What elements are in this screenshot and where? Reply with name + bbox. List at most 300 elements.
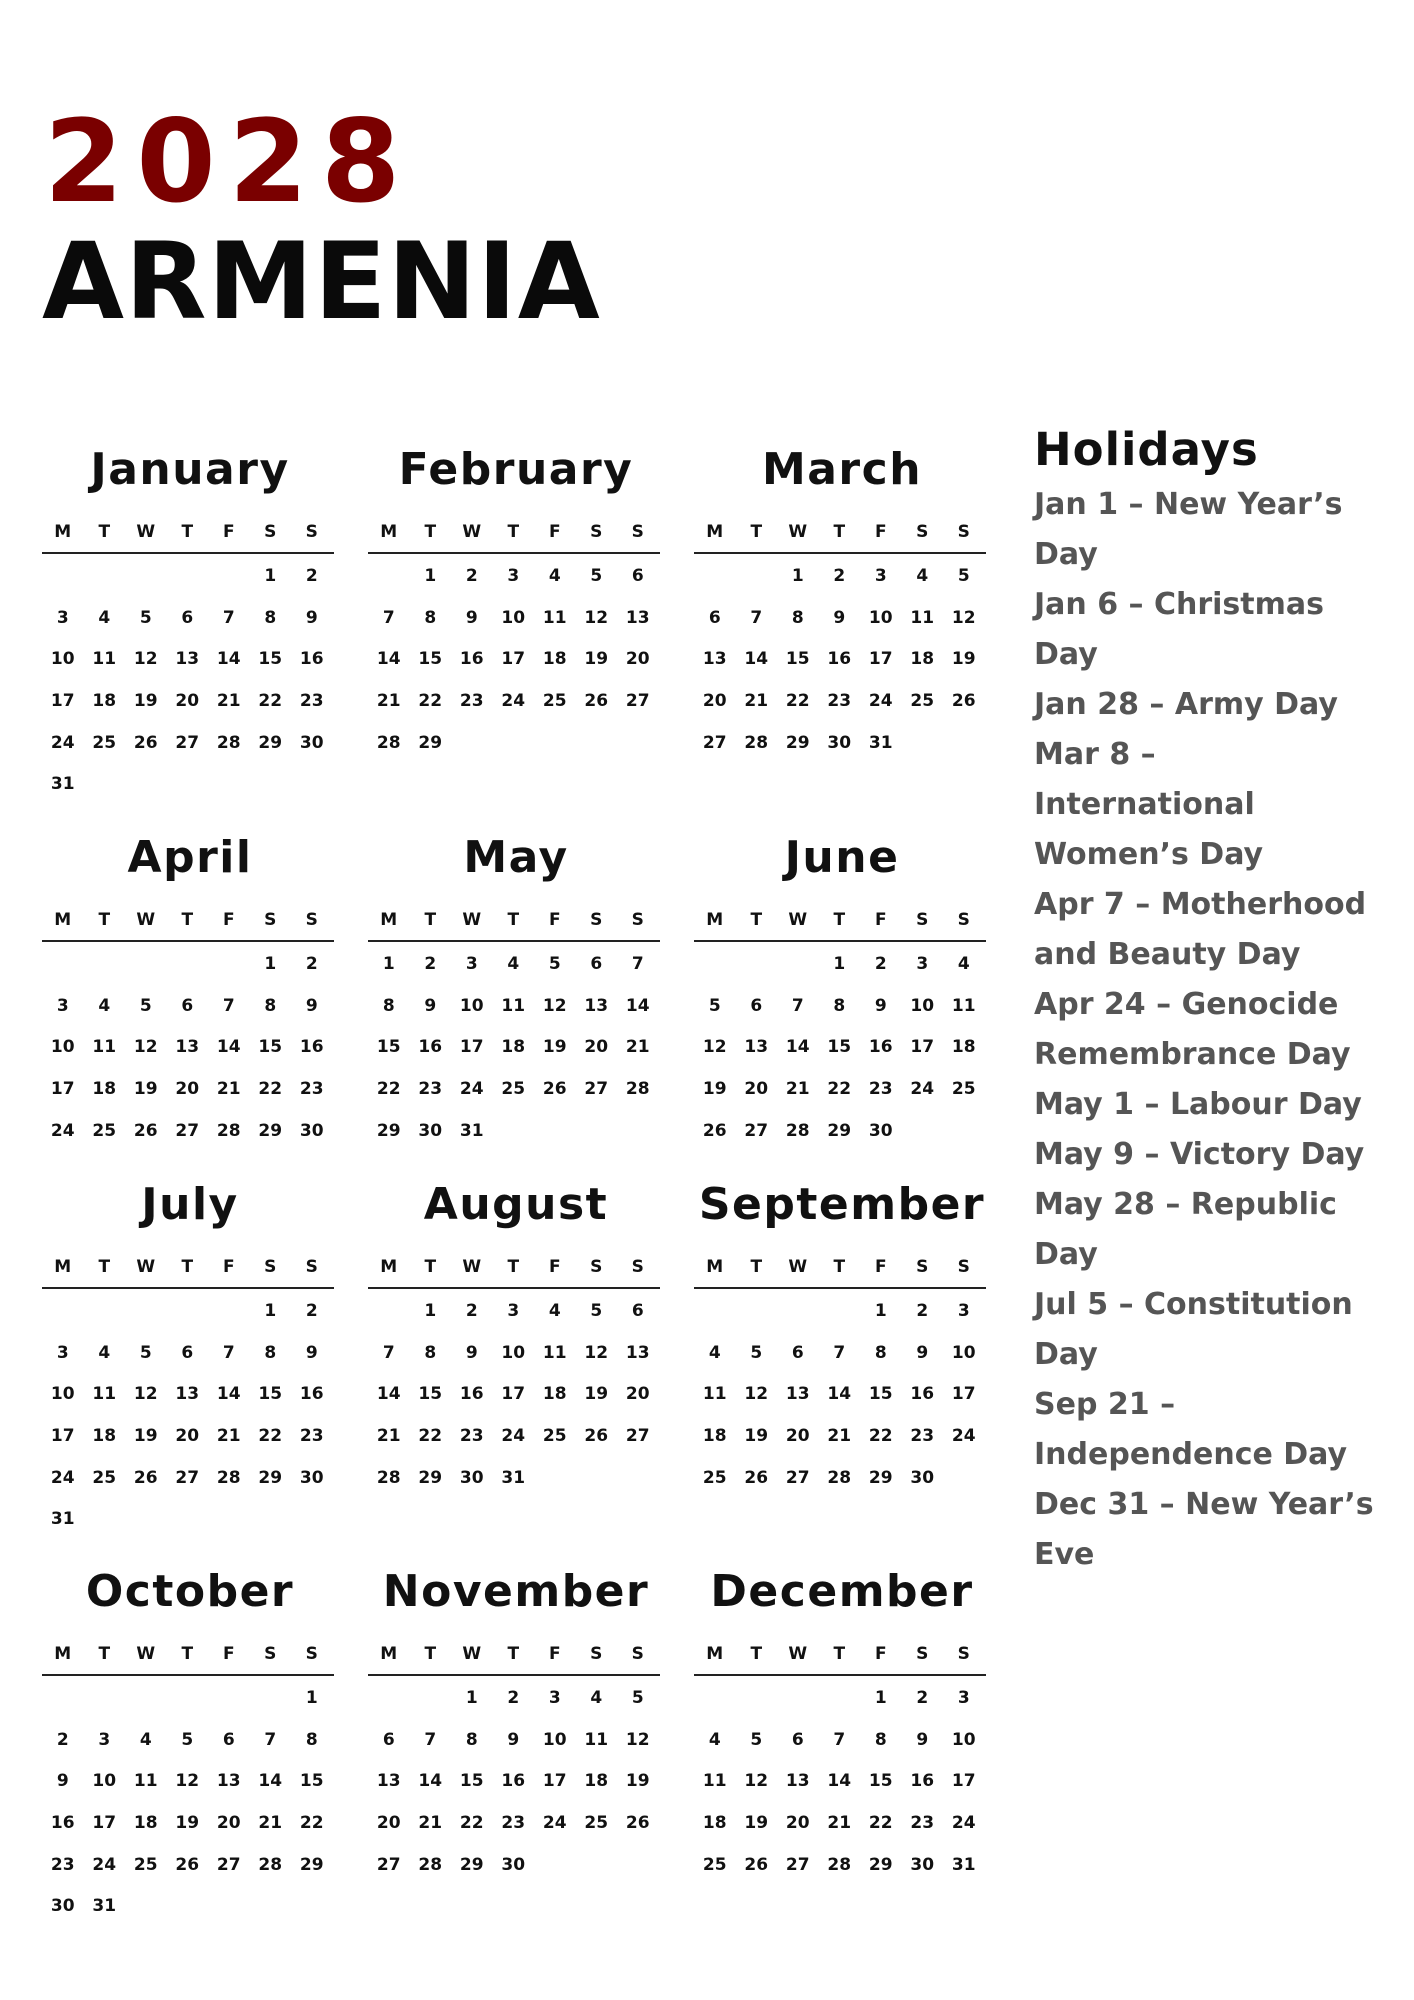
- weekday-label: W: [136, 522, 156, 542]
- weekday-label: F: [874, 1257, 887, 1277]
- weekday-label: M: [380, 522, 398, 542]
- day-cell: 27: [584, 1079, 609, 1100]
- day-cell: 4: [98, 995, 111, 1016]
- day-cell: 14: [376, 1384, 401, 1405]
- month-december: [694, 1550, 990, 1886]
- day-cell: 22: [299, 1813, 324, 1834]
- weekday-label: W: [462, 1644, 482, 1664]
- header-divider: [42, 1674, 334, 1676]
- day-cell: 25: [501, 1079, 526, 1100]
- weekday-label: S: [957, 1257, 970, 1277]
- weekday-label: F: [874, 1644, 887, 1664]
- day-cell: 11: [542, 607, 567, 628]
- day-cell: 7: [424, 1729, 437, 1750]
- day-cell: 5: [548, 954, 561, 974]
- day-cell: 17: [542, 1771, 567, 1792]
- day-cell: 29: [785, 732, 810, 753]
- day-cell: 24: [50, 1467, 75, 1488]
- day-cell: 18: [92, 1079, 117, 1100]
- day-cell: 20: [625, 649, 650, 670]
- day-grid: [694, 1678, 990, 1886]
- weekday-header: [368, 900, 664, 940]
- day-grid: [368, 1291, 664, 1499]
- day-cell: 22: [459, 1813, 484, 1834]
- day-cell: 7: [791, 995, 804, 1016]
- weekday-label: W: [462, 1257, 482, 1277]
- weekday-label: S: [631, 910, 644, 930]
- day-cell: 24: [459, 1079, 484, 1100]
- day-cell: 1: [833, 954, 846, 974]
- weekday-header: [694, 1634, 990, 1674]
- day-cell: 9: [465, 1342, 478, 1363]
- weekday-label: M: [706, 1644, 724, 1664]
- day-cell: 3: [548, 1688, 561, 1708]
- weekday-label: T: [181, 910, 194, 930]
- day-cell: 1: [424, 566, 437, 586]
- day-cell: 16: [501, 1771, 526, 1792]
- day-cell: 26: [744, 1854, 769, 1875]
- month-november: [368, 1550, 664, 1886]
- day-cell: 15: [418, 649, 443, 670]
- day-cell: 9: [465, 607, 478, 628]
- day-cell: 13: [175, 1037, 200, 1058]
- month-may: [368, 816, 664, 1152]
- day-cell: 20: [216, 1813, 241, 1834]
- day-grid: [42, 944, 338, 1152]
- day-cell: 23: [910, 1426, 935, 1447]
- day-cell: 30: [868, 1120, 893, 1141]
- day-cell: 29: [868, 1467, 893, 1488]
- day-cell: 6: [750, 995, 763, 1016]
- holidays-panel: [1034, 420, 1374, 1580]
- weekday-label: F: [222, 522, 235, 542]
- day-cell: 14: [216, 1384, 241, 1405]
- day-cell: 5: [590, 566, 603, 586]
- month-name: July: [141, 1179, 239, 1230]
- day-cell: 15: [459, 1771, 484, 1792]
- day-cell: 26: [133, 1120, 158, 1141]
- weekday-label: T: [750, 910, 763, 930]
- day-cell: 2: [465, 1301, 478, 1321]
- day-cell: 12: [744, 1384, 769, 1405]
- day-cell: 27: [744, 1120, 769, 1141]
- day-cell: 10: [50, 649, 75, 670]
- day-cell: 6: [181, 607, 194, 628]
- day-cell: 8: [264, 1342, 277, 1363]
- day-cell: 28: [216, 1120, 241, 1141]
- day-cell: 2: [916, 1688, 929, 1708]
- day-cell: 22: [258, 1079, 283, 1100]
- day-cell: 4: [548, 566, 561, 586]
- month-name: April: [127, 832, 253, 883]
- day-cell: 6: [181, 1342, 194, 1363]
- day-cell: 20: [625, 1384, 650, 1405]
- day-cell: 31: [868, 732, 893, 753]
- day-cell: 25: [542, 1426, 567, 1447]
- day-cell: 7: [382, 1342, 395, 1363]
- day-cell: 23: [910, 1813, 935, 1834]
- day-grid: [694, 944, 990, 1152]
- weekday-label: T: [98, 1257, 111, 1277]
- month-march: [694, 428, 990, 764]
- day-cell: 15: [299, 1771, 324, 1792]
- day-cell: 29: [258, 1120, 283, 1141]
- day-cell: 14: [827, 1771, 852, 1792]
- day-cell: 21: [216, 1079, 241, 1100]
- day-cell: 17: [50, 691, 75, 712]
- day-cell: 17: [868, 649, 893, 670]
- day-cell: 16: [299, 1384, 324, 1405]
- day-cell: 11: [702, 1771, 727, 1792]
- weekday-header: [42, 900, 338, 940]
- day-cell: 5: [750, 1729, 763, 1750]
- day-cell: 24: [951, 1813, 976, 1834]
- day-cell: 29: [299, 1854, 324, 1875]
- day-cell: 20: [175, 1426, 200, 1447]
- day-cell: 9: [305, 1342, 318, 1363]
- day-cell: 15: [376, 1037, 401, 1058]
- day-cell: 30: [459, 1467, 484, 1488]
- day-cell: 25: [542, 691, 567, 712]
- weekday-label: S: [590, 1644, 603, 1664]
- holiday-item: Jan 1 – New Year’s Day: [1034, 487, 1343, 572]
- day-cell: 2: [916, 1301, 929, 1321]
- weekday-label: T: [424, 522, 437, 542]
- weekday-label: T: [424, 1644, 437, 1664]
- day-cell: 7: [222, 607, 235, 628]
- day-cell: 16: [868, 1037, 893, 1058]
- day-cell: 19: [133, 1079, 158, 1100]
- weekday-label: F: [548, 910, 561, 930]
- day-cell: 31: [951, 1854, 976, 1875]
- day-cell: 17: [92, 1813, 117, 1834]
- day-cell: 13: [744, 1037, 769, 1058]
- day-cell: 1: [465, 1688, 478, 1708]
- weekday-label: T: [507, 1644, 520, 1664]
- day-cell: 8: [791, 607, 804, 628]
- day-cell: 3: [916, 954, 929, 974]
- day-cell: 31: [50, 774, 75, 795]
- day-cell: 25: [584, 1813, 609, 1834]
- day-cell: 26: [951, 691, 976, 712]
- day-cell: 11: [92, 1384, 117, 1405]
- holidays-title: Holidays: [1034, 423, 1259, 476]
- weekday-label: M: [380, 1644, 398, 1664]
- day-cell: 25: [92, 732, 117, 753]
- day-cell: 31: [92, 1896, 117, 1917]
- day-cell: 3: [56, 607, 69, 628]
- day-cell: 8: [874, 1342, 887, 1363]
- weekday-label: S: [957, 910, 970, 930]
- day-cell: 1: [874, 1301, 887, 1321]
- day-cell: 2: [56, 1729, 69, 1750]
- day-cell: 24: [50, 732, 75, 753]
- day-cell: 24: [951, 1426, 976, 1447]
- day-cell: 11: [702, 1384, 727, 1405]
- day-cell: 28: [827, 1854, 852, 1875]
- weekday-label: T: [181, 522, 194, 542]
- day-cell: 23: [459, 1426, 484, 1447]
- day-cell: 23: [827, 691, 852, 712]
- day-cell: 5: [957, 566, 970, 586]
- month-name: August: [423, 1179, 609, 1230]
- day-grid: [42, 556, 338, 806]
- day-cell: 8: [305, 1729, 318, 1750]
- day-cell: 21: [827, 1813, 852, 1834]
- day-cell: 10: [910, 995, 935, 1016]
- day-cell: 28: [744, 732, 769, 753]
- weekday-header: [42, 1634, 338, 1674]
- weekday-label: M: [54, 910, 72, 930]
- day-cell: 26: [584, 691, 609, 712]
- weekday-label: W: [788, 910, 808, 930]
- day-cell: 23: [459, 691, 484, 712]
- day-cell: 8: [424, 1342, 437, 1363]
- day-cell: 10: [92, 1771, 117, 1792]
- day-cell: 14: [827, 1384, 852, 1405]
- weekday-label: T: [507, 522, 520, 542]
- weekday-label: F: [222, 1257, 235, 1277]
- weekday-header: [368, 1247, 664, 1287]
- day-cell: 9: [916, 1729, 929, 1750]
- day-cell: 17: [50, 1426, 75, 1447]
- day-cell: 17: [459, 1037, 484, 1058]
- day-cell: 13: [625, 607, 650, 628]
- day-cell: 27: [702, 732, 727, 753]
- day-cell: 5: [139, 607, 152, 628]
- day-cell: 4: [708, 1342, 721, 1363]
- weekday-label: F: [548, 1644, 561, 1664]
- day-cell: 14: [625, 995, 650, 1016]
- holiday-item: Jan 28 – Army Day: [1034, 687, 1338, 722]
- day-cell: 26: [133, 732, 158, 753]
- day-cell: 12: [625, 1729, 650, 1750]
- header-divider: [42, 940, 334, 942]
- weekday-label: T: [98, 910, 111, 930]
- day-cell: 21: [625, 1037, 650, 1058]
- day-cell: 16: [910, 1771, 935, 1792]
- day-cell: 24: [501, 691, 526, 712]
- day-cell: 22: [376, 1079, 401, 1100]
- day-cell: 17: [50, 1079, 75, 1100]
- day-cell: 19: [744, 1813, 769, 1834]
- day-cell: 26: [702, 1120, 727, 1141]
- day-grid: [694, 556, 990, 764]
- day-cell: 6: [791, 1729, 804, 1750]
- day-cell: 24: [542, 1813, 567, 1834]
- header-divider: [368, 940, 660, 942]
- month-name: October: [85, 1566, 295, 1617]
- day-cell: 1: [305, 1688, 318, 1708]
- holiday-item: Sep 21 – Independence Day: [1034, 1387, 1348, 1472]
- day-cell: 26: [584, 1426, 609, 1447]
- day-cell: 21: [785, 1079, 810, 1100]
- month-june: [694, 816, 990, 1152]
- weekday-label: S: [264, 1644, 277, 1664]
- day-cell: 16: [418, 1037, 443, 1058]
- day-cell: 3: [874, 566, 887, 586]
- day-cell: 29: [258, 1467, 283, 1488]
- day-cell: 16: [910, 1384, 935, 1405]
- holiday-item: Dec 31 – New Year’s Eve: [1034, 1487, 1374, 1572]
- day-cell: 19: [584, 649, 609, 670]
- weekday-label: T: [181, 1644, 194, 1664]
- day-cell: 14: [376, 649, 401, 670]
- day-cell: 20: [175, 691, 200, 712]
- month-january: [42, 428, 338, 806]
- day-cell: 25: [702, 1854, 727, 1875]
- day-cell: 22: [418, 1426, 443, 1447]
- weekday-label: W: [788, 522, 808, 542]
- day-cell: 1: [264, 1301, 277, 1321]
- day-cell: 10: [868, 607, 893, 628]
- day-cell: 12: [133, 1384, 158, 1405]
- day-cell: 21: [418, 1813, 443, 1834]
- weekday-label: S: [631, 1257, 644, 1277]
- weekday-label: S: [305, 1257, 318, 1277]
- holiday-item: Apr 24 – Genocide Remembrance Day: [1034, 987, 1351, 1072]
- day-cell: 25: [910, 691, 935, 712]
- day-cell: 10: [542, 1729, 567, 1750]
- month-name: December: [710, 1566, 974, 1617]
- day-cell: 13: [785, 1771, 810, 1792]
- month-april: [42, 816, 338, 1152]
- day-cell: 6: [382, 1729, 395, 1750]
- weekday-label: M: [706, 910, 724, 930]
- day-cell: 30: [50, 1896, 75, 1917]
- day-cell: 10: [50, 1037, 75, 1058]
- weekday-label: S: [916, 1257, 929, 1277]
- day-cell: 27: [376, 1854, 401, 1875]
- day-cell: 21: [376, 691, 401, 712]
- day-cell: 12: [702, 1037, 727, 1058]
- day-cell: 10: [501, 1342, 526, 1363]
- day-cell: 16: [459, 1384, 484, 1405]
- day-cell: 11: [133, 1771, 158, 1792]
- day-cell: 11: [542, 1342, 567, 1363]
- day-cell: 31: [459, 1120, 484, 1141]
- day-cell: 12: [133, 649, 158, 670]
- day-cell: 6: [631, 566, 644, 586]
- header-divider: [368, 1674, 660, 1676]
- day-cell: 8: [264, 995, 277, 1016]
- day-cell: 5: [139, 1342, 152, 1363]
- day-cell: 17: [501, 1384, 526, 1405]
- day-cell: 29: [418, 1467, 443, 1488]
- day-grid: [368, 1678, 664, 1886]
- weekday-label: T: [750, 1644, 763, 1664]
- day-cell: 26: [542, 1079, 567, 1100]
- day-cell: 15: [418, 1384, 443, 1405]
- holiday-item: May 28 – Republic Day: [1034, 1187, 1337, 1272]
- day-cell: 2: [424, 954, 437, 974]
- month-july: [42, 1163, 338, 1541]
- day-cell: 28: [216, 732, 241, 753]
- day-cell: 2: [305, 566, 318, 586]
- day-cell: 2: [507, 1688, 520, 1708]
- month-name: September: [698, 1179, 986, 1230]
- day-cell: 3: [98, 1729, 111, 1750]
- weekday-label: S: [305, 522, 318, 542]
- day-cell: 13: [584, 995, 609, 1016]
- day-cell: 2: [305, 954, 318, 974]
- day-cell: 6: [791, 1342, 804, 1363]
- weekday-header: [368, 512, 664, 552]
- weekday-label: T: [750, 1257, 763, 1277]
- day-cell: 17: [910, 1037, 935, 1058]
- day-cell: 24: [868, 691, 893, 712]
- day-cell: 23: [501, 1813, 526, 1834]
- day-cell: 11: [951, 995, 976, 1016]
- day-cell: 15: [258, 1037, 283, 1058]
- day-cell: 13: [175, 649, 200, 670]
- day-cell: 19: [133, 1426, 158, 1447]
- day-cell: 11: [92, 1037, 117, 1058]
- day-cell: 13: [175, 1384, 200, 1405]
- day-cell: 22: [258, 1426, 283, 1447]
- day-cell: 19: [584, 1384, 609, 1405]
- day-cell: 5: [708, 995, 721, 1016]
- day-cell: 15: [827, 1037, 852, 1058]
- day-grid: [42, 1678, 338, 1928]
- day-cell: 27: [785, 1854, 810, 1875]
- month-name: February: [398, 444, 634, 495]
- day-cell: 15: [868, 1771, 893, 1792]
- day-cell: 25: [133, 1854, 158, 1875]
- weekday-label: S: [305, 910, 318, 930]
- day-cell: 12: [744, 1771, 769, 1792]
- header-divider: [368, 552, 660, 554]
- day-cell: 3: [957, 1688, 970, 1708]
- day-cell: 21: [258, 1813, 283, 1834]
- weekday-label: W: [462, 910, 482, 930]
- day-cell: 11: [584, 1729, 609, 1750]
- weekday-header: [694, 900, 990, 940]
- header-divider: [694, 552, 986, 554]
- day-cell: 11: [92, 649, 117, 670]
- weekday-label: T: [833, 1257, 846, 1277]
- day-cell: 7: [833, 1729, 846, 1750]
- weekday-header: [42, 512, 338, 552]
- day-cell: 12: [133, 1037, 158, 1058]
- day-cell: 18: [910, 649, 935, 670]
- day-cell: 1: [424, 1301, 437, 1321]
- weekday-label: M: [54, 1257, 72, 1277]
- weekday-label: F: [222, 910, 235, 930]
- day-cell: 28: [258, 1854, 283, 1875]
- day-cell: 4: [507, 954, 520, 974]
- day-cell: 24: [910, 1079, 935, 1100]
- country-title: ARMENIA: [42, 220, 601, 343]
- day-cell: 24: [501, 1426, 526, 1447]
- day-cell: 20: [376, 1813, 401, 1834]
- day-cell: 10: [459, 995, 484, 1016]
- day-cell: 18: [501, 1037, 526, 1058]
- weekday-label: T: [98, 522, 111, 542]
- day-cell: 22: [258, 691, 283, 712]
- weekday-label: S: [590, 522, 603, 542]
- month-february: [368, 428, 664, 764]
- month-name: January: [90, 444, 290, 495]
- weekday-label: S: [264, 910, 277, 930]
- day-cell: 29: [376, 1120, 401, 1141]
- weekday-header: [42, 1247, 338, 1287]
- day-cell: 19: [133, 691, 158, 712]
- day-cell: 14: [216, 1037, 241, 1058]
- holiday-item: Jul 5 – Constitution Day: [1034, 1287, 1353, 1372]
- day-cell: 28: [827, 1467, 852, 1488]
- day-cell: 16: [827, 649, 852, 670]
